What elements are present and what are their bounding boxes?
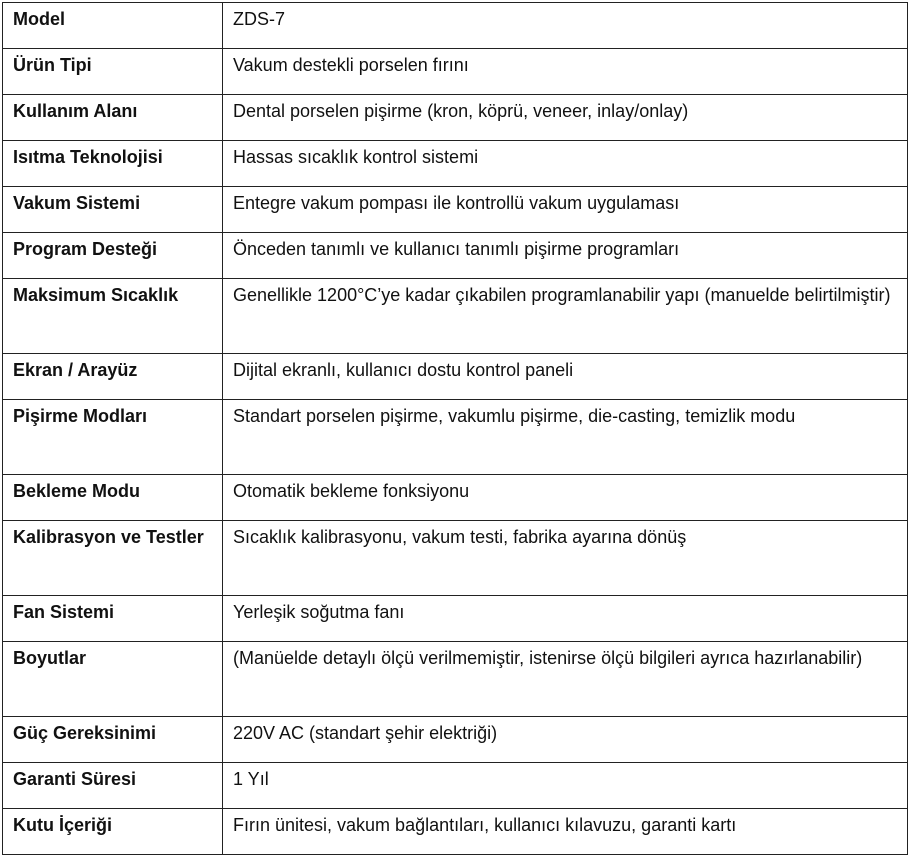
spec-table [2,2,908,855]
table-row-firing-modes [3,400,908,475]
table-row-calibration-tests [3,521,908,596]
row-value: Önceden tanımlı ve kullanıcı tanımlı pişirme programları [223,233,908,279]
row-label: Kalibrasyon ve Testler [3,521,223,596]
table-row-heating-technology [3,141,908,187]
row-label: Kutu İçeriği [3,809,223,855]
row-value: Dijital ekranlı, kullanıcı dostu kontrol paneli [223,354,908,400]
row-value: (Manüelde detaylı ölçü verilmemiştir, istenirse ölçü bilgileri ayrıca hazırlanabilir) [223,642,908,717]
table-row-product-type [3,49,908,95]
row-label: Kullanım Alanı [3,95,223,141]
row-value: Sıcaklık kalibrasyonu, vakum testi, fabrika ayarına dönüş [223,521,908,596]
row-value: Standart porselen pişirme, vakumlu pişirme, die-casting, temizlik modu [223,400,908,475]
table-row-standby-mode [3,475,908,521]
row-value: Fırın ünitesi, vakum bağlantıları, kullanıcı kılavuzu, garanti kartı [223,809,908,855]
table-row-display-interface [3,354,908,400]
row-value: Yerleşik soğutma fanı [223,596,908,642]
row-value: Vakum destekli porselen fırını [223,49,908,95]
row-label: Bekleme Modu [3,475,223,521]
row-value: Hassas sıcaklık kontrol sistemi [223,141,908,187]
table-row-program-support [3,233,908,279]
table-row-max-temperature [3,279,908,354]
row-label: Isıtma Teknolojisi [3,141,223,187]
row-value: Entegre vakum pompası ile kontrollü vakum uygulaması [223,187,908,233]
row-value: Otomatik bekleme fonksiyonu [223,475,908,521]
table-row-vacuum-system [3,187,908,233]
row-label: Güç Gereksinimi [3,717,223,763]
row-label: Boyutlar [3,642,223,717]
row-value: ZDS-7 [223,3,908,49]
row-label: Program Desteği [3,233,223,279]
table-row-warranty-period [3,763,908,809]
row-label: Model [3,3,223,49]
row-label: Fan Sistemi [3,596,223,642]
table-row-power-requirement [3,717,908,763]
row-label: Maksimum Sıcaklık [3,279,223,354]
table-row-fan-system [3,596,908,642]
row-label: Pişirme Modları [3,400,223,475]
table-row-dimensions [3,642,908,717]
row-label: Garanti Süresi [3,763,223,809]
row-label: Ürün Tipi [3,49,223,95]
row-value: Dental porselen pişirme (kron, köprü, veneer, inlay/onlay) [223,95,908,141]
table-row-box-contents [3,809,908,855]
table-row-usage-area [3,95,908,141]
row-value: 1 Yıl [223,763,908,809]
row-value: 220V AC (standart şehir elektriği) [223,717,908,763]
table-row-model [3,3,908,49]
row-label: Ekran / Arayüz [3,354,223,400]
row-value: Genellikle 1200°C’ye kadar çıkabilen programlanabilir yapı (manuelde belirtilmiştir) [223,279,908,354]
row-label: Vakum Sistemi [3,187,223,233]
